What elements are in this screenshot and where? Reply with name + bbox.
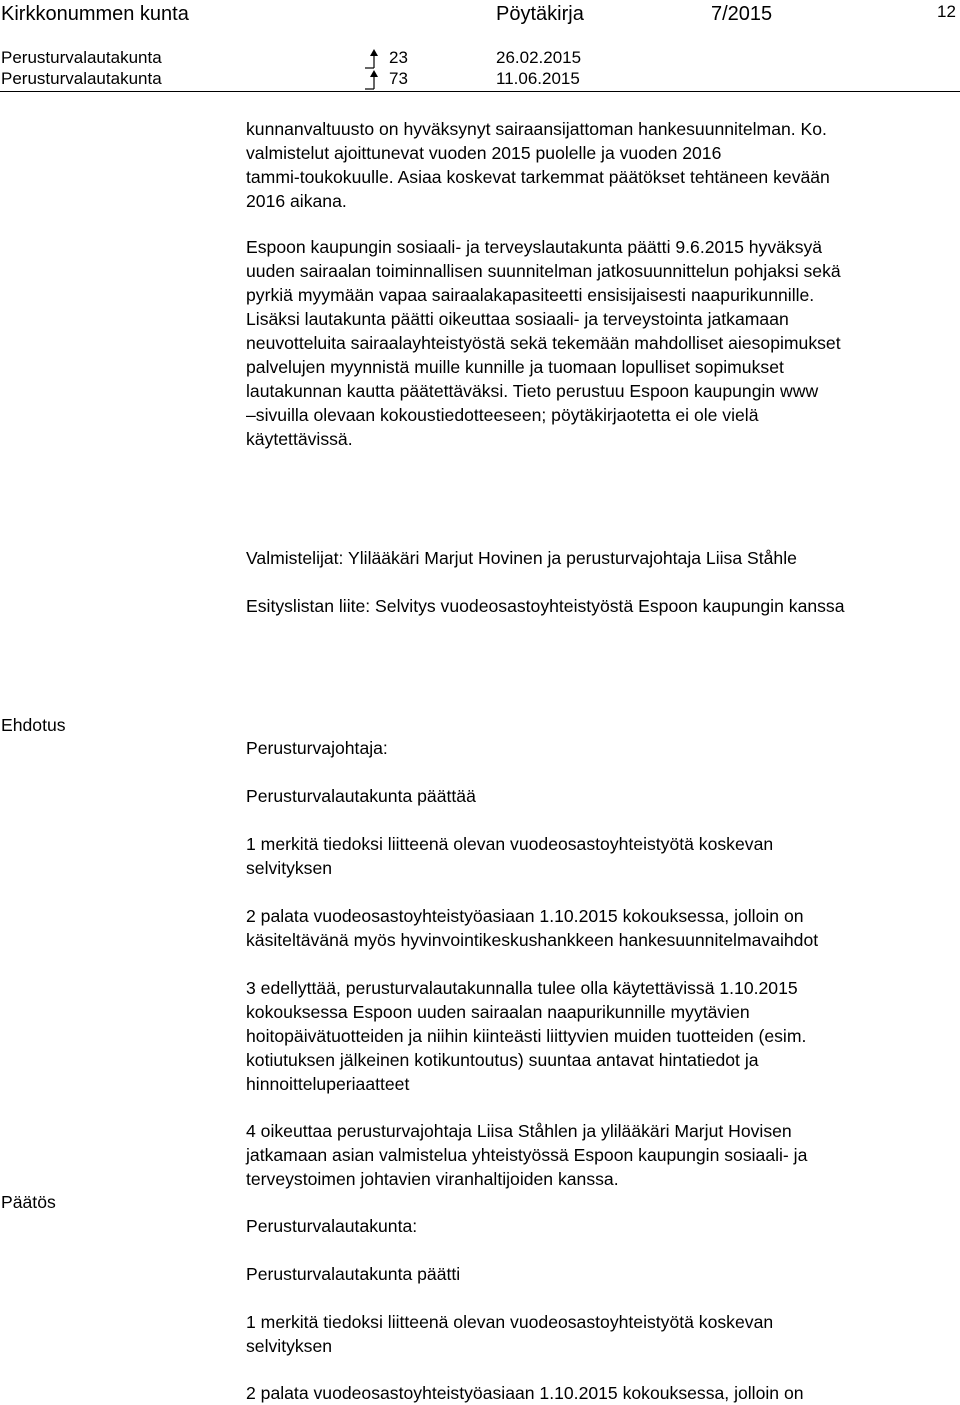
proposal-label: Ehdotus — [1, 715, 66, 735]
decision-label: Päätös — [1, 1192, 56, 1212]
espoo-line: –sivuilla olevaan kokoustiedotteeseen; pöytäkirjaotetta ei ole vielä — [246, 405, 759, 425]
proposal-item-2 — [246, 904, 956, 952]
proposal-item-3 — [246, 976, 956, 1096]
proposal-item-line: hoitopäivätuotteiden ja niihin kiinteästi liittyvien muiden tuotteiden (esim. — [246, 1026, 807, 1046]
meta-body-1: Perusturvalautakunta — [1, 48, 162, 67]
espoo-paragraph — [246, 235, 956, 451]
decision-item-line: selvityksen — [246, 1336, 333, 1356]
intro-line: 2016 aikana. — [246, 191, 347, 211]
proposal-intro-text: Perusturvalautakunta päättää — [246, 786, 476, 806]
header-divider — [0, 91, 960, 92]
proposal-item-4 — [246, 1119, 956, 1191]
espoo-line: neuvotteluita sairaalayhteistyöstä sekä tekemään mahdolliset aiesopimukset — [246, 333, 841, 353]
proposal-item-line: terveystoimen johtavien viranhaltijoiden kanssa. — [246, 1169, 619, 1189]
proposal-item-line: kotiutuksen jälkeinen kotikuntoutus) suuntaa antavat hintatiedot ja — [246, 1050, 759, 1070]
intro-paragraph — [246, 117, 956, 213]
decision-item-line: 1 merkitä tiedoksi liitteenä olevan vuodeosastoyhteistyötä koskevan — [246, 1312, 774, 1332]
decision-intro — [246, 1262, 956, 1286]
espoo-line: uuden sairaalan toiminnallisen suunnitelman jatkosuunnittelun pohjaksi sekä — [246, 261, 841, 281]
meta-section-1: 23 — [389, 48, 408, 67]
espoo-line: käytettävissä. — [246, 429, 353, 449]
preparers-line — [246, 546, 956, 570]
decision-body-text: Perusturvalautakunta: — [246, 1216, 418, 1236]
proposal-item-line: 2 palata vuodeosastoyhteistyöasiaan 1.10.2015 kokouksessa, jolloin on — [246, 906, 804, 926]
decision-item-2 — [246, 1381, 956, 1405]
document-number: 7/2015 — [711, 3, 773, 25]
proposal-item-line: 4 oikeuttaa perusturvajohtaja Liisa Ståhlen ja ylilääkäri Marjut Hovisen — [246, 1121, 792, 1141]
meta-section-2: 73 — [389, 69, 408, 88]
decision-item-line: 2 palata vuodeosastoyhteistyöasiaan 1.10.2015 kokouksessa, jolloin on — [246, 1383, 804, 1403]
espoo-line: palvelujen myynnistä muille kunnille ja tuomaan lopulliset sopimukset — [246, 357, 784, 377]
proposal-item-line: jatkamaan asian valmistelua yhteistyössä Espoon kaupungin sosiaali- ja — [246, 1145, 808, 1165]
meta-date-2: 11.06.2015 — [496, 69, 580, 88]
proposal-intro — [246, 784, 956, 808]
proposal-proposer — [246, 736, 956, 760]
proposal-item-line: hinnoitteluperiaatteet — [246, 1074, 410, 1094]
proposal-item-line: kokouksessa Espoon uuden sairaalan naapurikunnille myytävien — [246, 1002, 750, 1022]
proposal-item-line: 1 merkitä tiedoksi liitteenä olevan vuodeosastoyhteistyötä koskevan — [246, 834, 774, 854]
intro-line: kunnanvaltuusto on hyväksynyt sairaansijattoman hankesuunnitelman. Ko. — [246, 119, 827, 139]
municipality-name: Kirkkonummen kunta — [1, 3, 189, 25]
decision-item-1 — [246, 1310, 956, 1358]
intro-line: tammi-toukokuulle. Asiaa koskevat tarkemmat päätökset tehtäneen kevään — [246, 167, 830, 187]
proposal-item-line: 3 edellyttää, perusturvalautakunnalla tulee olla käytettävissä 1.10.2015 — [246, 978, 798, 998]
document-type: Pöytäkirja — [496, 3, 584, 25]
proposal-item-line: selvityksen — [246, 858, 333, 878]
reference-arrow-icon — [364, 69, 382, 91]
attachment-text: Esityslistan liite: Selvitys vuodeosastoyhteistyöstä Espoon kaupungin kanssa — [246, 596, 845, 616]
attachment-line — [246, 594, 956, 618]
intro-line: valmistelut ajoittunevat vuoden 2015 puolelle ja vuoden 2016 — [246, 143, 722, 163]
reference-arrow-icon — [364, 48, 382, 70]
espoo-line: Lisäksi lautakunta päätti oikeuttaa sosiaali- ja terveystointa jatkamaan — [246, 309, 789, 329]
preparers-text: Valmistelijat: Ylilääkäri Marjut Hovinen ja perusturvajohtaja Liisa Ståhle — [246, 548, 797, 568]
proposal-item-1 — [246, 832, 956, 880]
page-number: 12 — [937, 2, 956, 21]
espoo-line: lautakunnan kautta päätettäväksi. Tieto perustuu Espoon kaupungin www — [246, 381, 819, 401]
espoo-line: Espoon kaupungin sosiaali- ja terveyslautakunta päätti 9.6.2015 hyväksyä — [246, 237, 823, 257]
meta-body-2: Perusturvalautakunta — [1, 69, 162, 88]
proposal-item-line: käsiteltävänä myös hyvinvointikeskushankkeen hankesuunnitelmavaihdot — [246, 930, 819, 950]
decision-intro-text: Perusturvalautakunta päätti — [246, 1264, 461, 1284]
decision-body — [246, 1214, 956, 1238]
meta-date-1: 26.02.2015 — [496, 48, 582, 67]
espoo-line: pyrkiä myymään vapaa sairaalakapasiteetti ensisijaisesti naapurikunnille. — [246, 285, 815, 305]
proposer-text: Perusturvajohtaja: — [246, 738, 388, 758]
